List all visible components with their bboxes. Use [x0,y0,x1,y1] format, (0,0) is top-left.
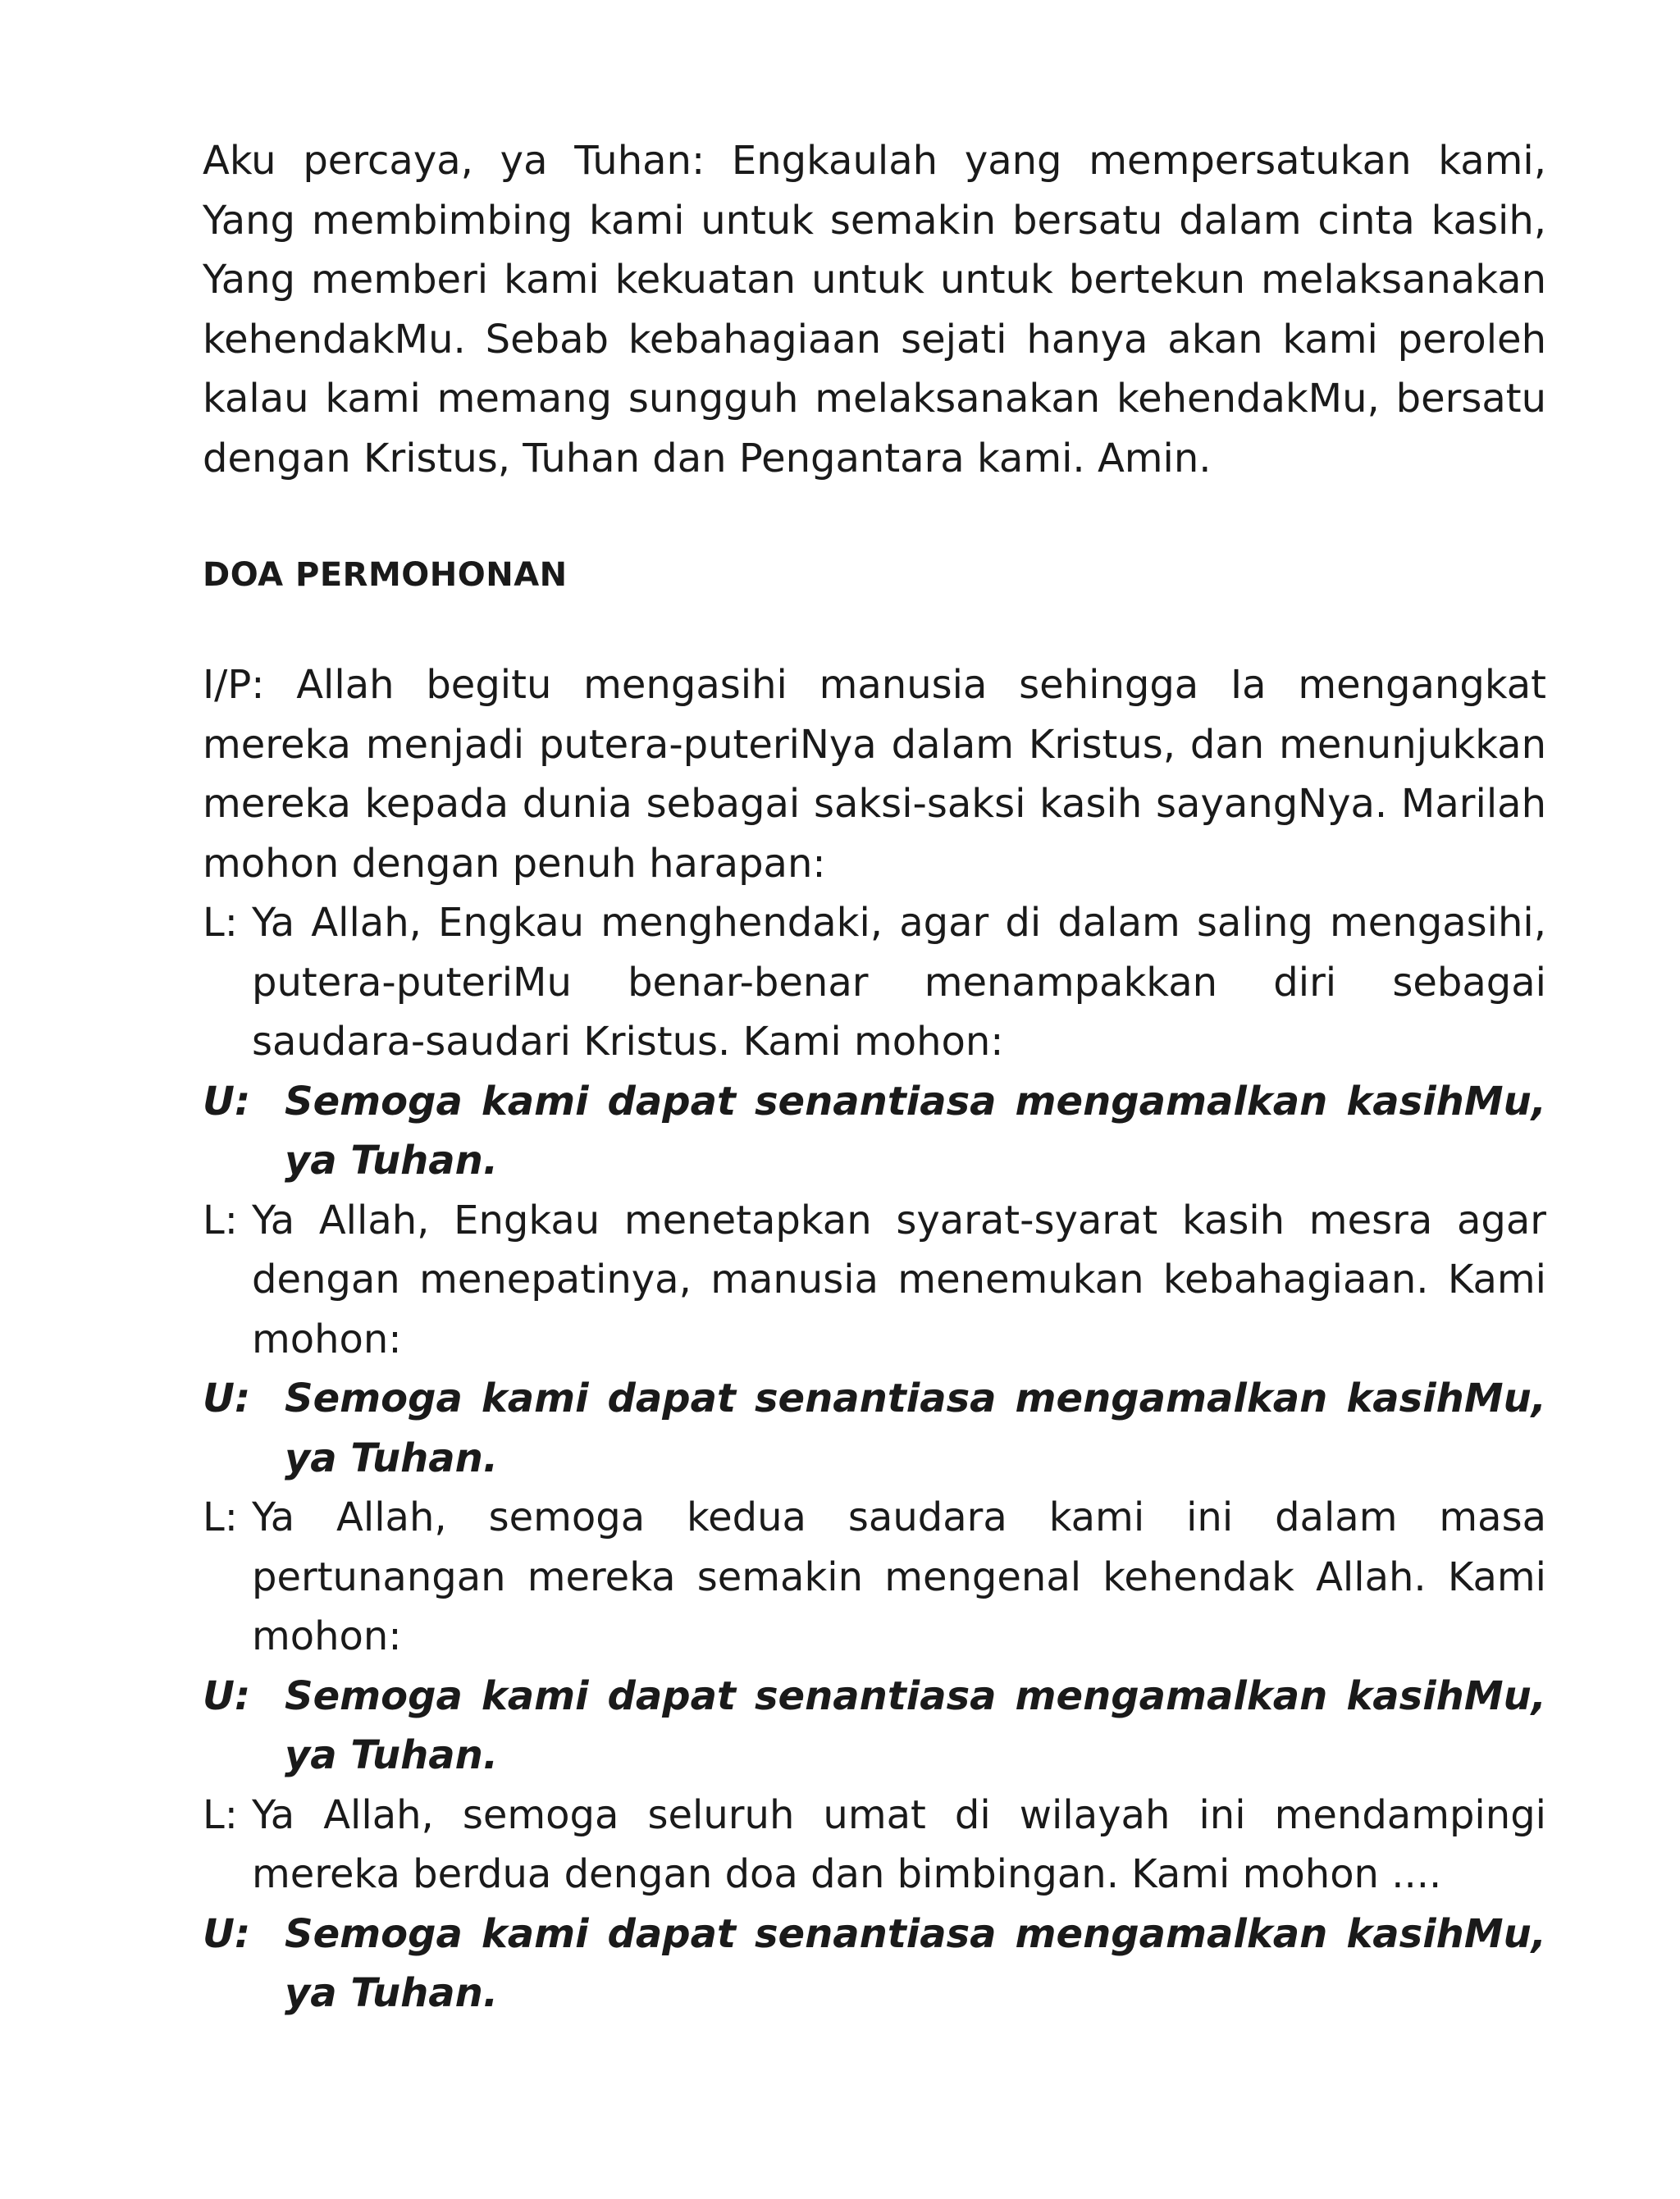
petition-response [203,1072,1546,1191]
opening-paragraph: Aku percaya, ya Tuhan: Engkaulah yang mempersatukan kami, Yang membimbing kami untuk semakin bersatu dalam cinta kasih, Yang memberi kami kekuatan untuk untuk bertekun melaksanakan kehendakMu. Sebab kebahagiaan sejati hanya akan kami peroleh kalau kami memang sungguh melaksanakan kehendakMu, bersatu dengan Kristus, Tuhan dan Pengantara kami. Amin. [203,138,1546,481]
response-text: Semoga kami dapat senantiasa mengamalkan kasihMu, ya Tuhan. [285,1910,1546,2016]
leader-text: Ya Allah, semoga seluruh umat di wilayah ini mendampingi mereka berdua dengan doa dan bimbingan. Kami mohon .... [252,1791,1546,1897]
introduction-paragraph: I/P: Allah begitu mengasihi manusia sehingga Ia mengangkat mereka menjadi putera-puteriNya dalam Kristus, dan menunjukkan mereka kepada dunia sebagai saksi-saksi kasih sayangNya. Marilah mohon dengan penuh harapan: [203,662,1546,887]
leader-text: Ya Allah, semoga kedua saudara kami ini dalam masa pertunangan mereka semakin mengenal kehendak Allah. Kami mohon: [252,1494,1546,1659]
petition-response [203,1369,1546,1488]
response-label: U: [203,1910,251,1957]
leader-label: L: [203,1791,238,1838]
petition-response [203,1905,1546,2023]
petition-leader [203,893,1546,1072]
response-label: U: [203,1078,251,1125]
petition-response [203,1667,1546,1786]
leader-label: L: [203,1494,238,1540]
petition-leader [203,1191,1546,1370]
petition-leader [203,1488,1546,1667]
leader-text: Ya Allah, Engkau menetapkan syarat-syarat kasih mesra agar dengan menepatinya, manusia menemukan kebahagiaan. Kami mohon: [252,1197,1546,1362]
section-heading: DOA PERMOHONAN [203,556,568,594]
response-text: Semoga kami dapat senantiasa mengamalkan kasihMu, ya Tuhan. [285,1376,1546,1481]
response-label: U: [203,1376,251,1421]
leader-text: Ya Allah, Engkau menghendaki, agar di dalam saling mengasihi, putera-puteriMu benar-benar menampakkan diri sebagai saudara-saudari Kristus. Kami mohon: [252,900,1546,1065]
leader-label: L: [203,1197,238,1243]
response-text: Semoga kami dapat senantiasa mengamalkan kasihMu, ya Tuhan. [285,1078,1546,1184]
petition-leader [203,1786,1546,1905]
response-text: Semoga kami dapat senantiasa mengamalkan kasihMu, ya Tuhan. [285,1672,1546,1778]
response-label: U: [203,1672,251,1719]
leader-label: L: [203,900,238,946]
